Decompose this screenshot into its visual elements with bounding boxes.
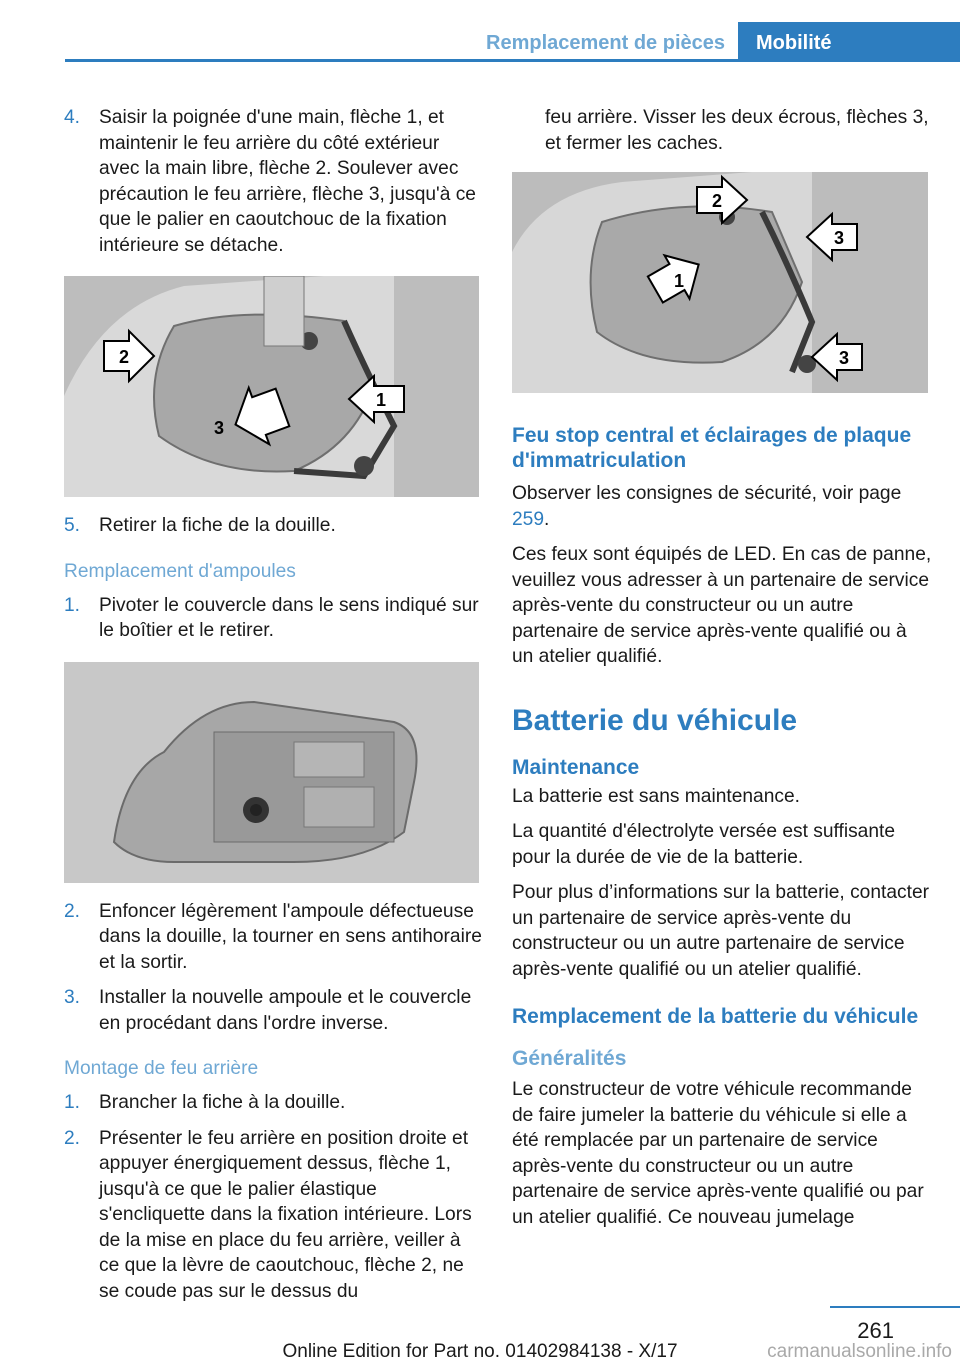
paragraph-maintenance-2: La quantité d'électrolyte versée est suffisante pour la durée de vie de la batterie.	[512, 821, 896, 868]
right-column	[512, 105, 932, 1240]
step-text: Retirer la fiche de la douille.	[99, 515, 336, 536]
paragraph-safety-reference	[512, 481, 932, 532]
arrow-label-2: 2	[712, 191, 723, 211]
step-1	[64, 1090, 484, 1116]
paragraph-maintenance-3: Pour plus d’informations sur la batterie, contacter un partenaire de service après-vente du constructeur ou un autre partenaire de service après-vente qualifié ou un atelier qualifié.	[512, 882, 930, 980]
section-title: Remplacement de pièces	[486, 32, 725, 54]
step-number: 1.	[64, 1092, 81, 1113]
arrow-label-2: 2	[119, 347, 130, 367]
step-number: 1.	[64, 594, 81, 616]
subheading-taillight-mounting: Montage de feu arrière	[64, 1058, 259, 1079]
arrow-label-3: 3	[834, 228, 845, 248]
page-link[interactable]: 259	[512, 508, 545, 530]
watermark: carmanualsonline.info	[767, 1341, 952, 1362]
step-4	[64, 105, 484, 258]
heading-battery: Batterie du véhicule	[512, 703, 798, 737]
figure-lamp-housing	[64, 662, 479, 883]
heading-general: Généralités	[512, 1047, 627, 1070]
step-text: Pivoter le couvercle dans le sens indiqué sur le boîtier et le retirer.	[99, 594, 479, 641]
text: Observer les consignes de sécurité, voir page	[512, 483, 902, 504]
heading-maintenance: Maintenance	[512, 755, 640, 779]
step-text: Installer la nouvelle ampoule et le couvercle en procédant dans l'ordre inverse.	[99, 987, 472, 1034]
step-number: 2.	[64, 1127, 81, 1149]
header-rule	[65, 59, 960, 62]
arrow-label-3: 3	[214, 418, 225, 438]
step-text: Présenter le feu arrière en position droite et appuyer énergiquement dessus, flèche 1, jusqu'à ce que le palier élastique s'encliquette dans la fixation intérieure. Lors de la mise en place du feu arrière, veiller à ce que la lèvre de caoutchouc, flèche 2, ne se coude pas sur le dessus du	[99, 1127, 472, 1302]
edition-text: Online Edition for Part no. 01402984138 - X/17	[282, 1341, 678, 1362]
step-1	[64, 593, 484, 644]
step-number: 2.	[64, 900, 81, 922]
page-header	[65, 22, 960, 62]
step-2	[64, 1126, 484, 1305]
paragraph-led: Ces feux sont équipés de LED. En cas de panne, veuillez vous adresser à un partenaire de service après-vente du constructeur ou un autre partenaire de service après-vente qualifié ou à un atelier qualifié.	[512, 544, 932, 667]
figure-taillight-removal	[64, 276, 479, 497]
paragraph-maintenance-1: La batterie est sans maintenance.	[512, 785, 800, 807]
arrow-label-3: 3	[839, 348, 850, 368]
heading-brake-light: Feu stop central et éclairages de plaque d'immatriculation	[512, 424, 912, 472]
heading-battery-replacement: Remplacement de la batterie du véhicule	[512, 1005, 919, 1028]
chapter-tab: Mobilité	[738, 22, 960, 62]
subheading-bulb-replacement: Remplacement d'ampoules	[64, 560, 296, 582]
left-column	[64, 105, 484, 1314]
step-5	[64, 513, 484, 539]
figure-taillight-mounting	[512, 172, 928, 393]
step-text: Enfoncer légèrement l'ampoule défectueuse dans la douille, la tourner en sens antihoraire et la sortir.	[99, 900, 482, 973]
step-text: Saisir la poignée d'une main, flèche 1, et maintenir le feu arrière du côté extérieur avec la main libre, flèche 2. Soulever avec précaution le feu arrière, flèche 3, jusqu'à ce que le palier en caoutchouc de la fixation intérieure se détache.	[99, 107, 476, 256]
step-number: 3.	[64, 987, 81, 1008]
continued-step-text: feu arrière. Visser les deux écrous, flèches 3, et fermer les caches.	[545, 107, 929, 154]
step-number: 5.	[64, 515, 81, 536]
step-3	[64, 985, 484, 1036]
footer-rule	[830, 1306, 960, 1308]
page-number: 261	[857, 1318, 894, 1343]
step-number: 4.	[64, 107, 81, 128]
arrow-label-1: 1	[674, 271, 685, 291]
text: .	[544, 508, 550, 530]
paragraph-general: Le constructeur de votre véhicule recommande de faire jumeler la batterie du véhicule si elle a été remplacée par un partenaire de service après-vente du constructeur ou un autre partenaire de service après-vente qualifié ou par un atelier qualifié. Ce nouveau jumelage	[512, 1079, 924, 1228]
arrow-label-1: 1	[376, 390, 387, 410]
step-2	[64, 899, 484, 976]
step-text: Brancher la fiche à la douille.	[99, 1092, 346, 1113]
